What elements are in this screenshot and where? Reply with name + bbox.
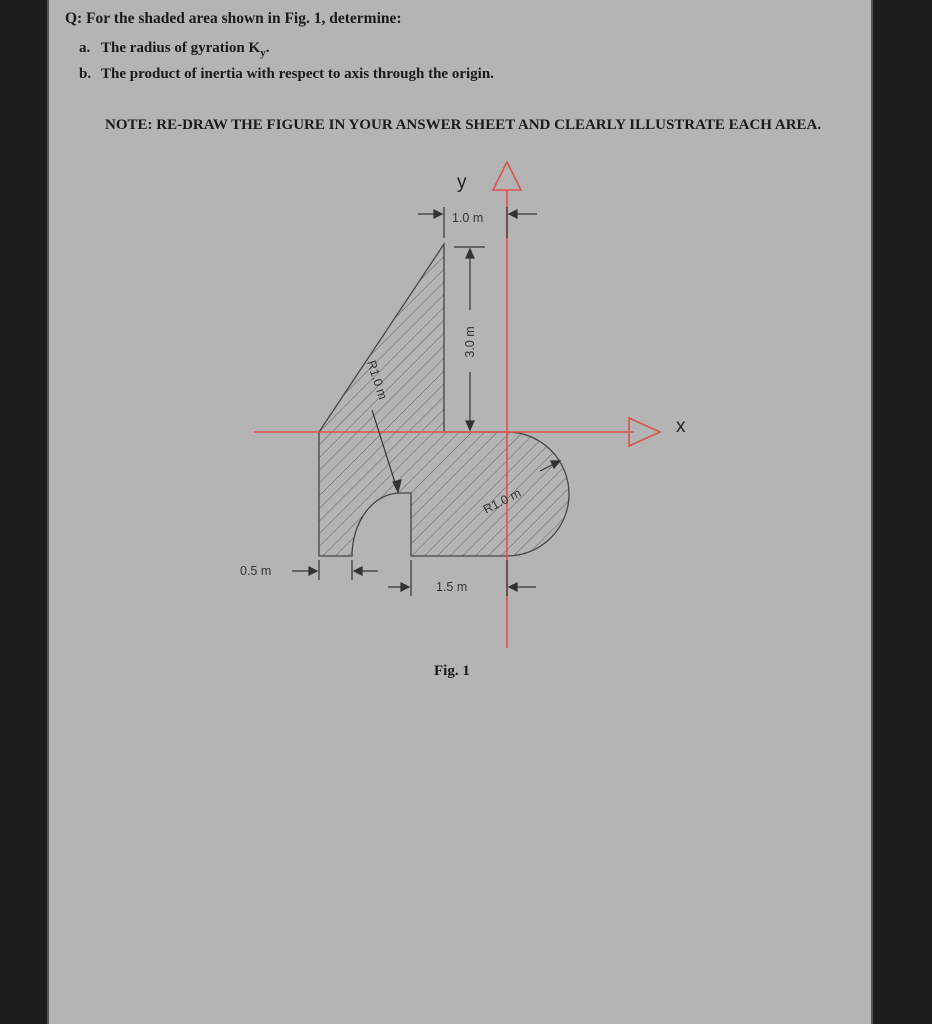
figure-caption: Fig. 1 (434, 663, 470, 679)
y-axis-label: y (457, 172, 467, 193)
dim-label-bottom-left: 0.5 m (240, 564, 272, 578)
dim-label-right-radius: R1.0 m (481, 485, 524, 517)
item-b-text: The product of inertia with respect to axis through the origin. (101, 66, 494, 82)
dim-label-height: 3.0 m (463, 326, 477, 358)
dim-label-bottom-middle: 1.5 m (436, 580, 468, 594)
item-a-text: The radius of gyration K (101, 40, 261, 56)
dim-label-left-radius: R1.0 m (364, 358, 390, 402)
item-a-end: . (265, 40, 270, 56)
y-axis-arrow (493, 162, 521, 190)
question-prefix: Q: (65, 10, 83, 27)
x-axis-label: x (676, 416, 686, 437)
shaded-area (319, 244, 569, 556)
item-a-subscript: y (260, 47, 266, 59)
question-body: For the shaded area shown in Fig. 1, determine: (86, 10, 402, 27)
item-b-label: b. (79, 66, 92, 82)
note-text: NOTE: RE-DRAW THE FIGURE IN YOUR ANSWER SHEET AND CLEARLY ILLUSTRATE EACH AREA. (105, 117, 822, 133)
dimension-bottom-left (292, 560, 378, 580)
item-a-label: a. (79, 40, 91, 56)
dim-label-top-width: 1.0 m (452, 211, 484, 225)
